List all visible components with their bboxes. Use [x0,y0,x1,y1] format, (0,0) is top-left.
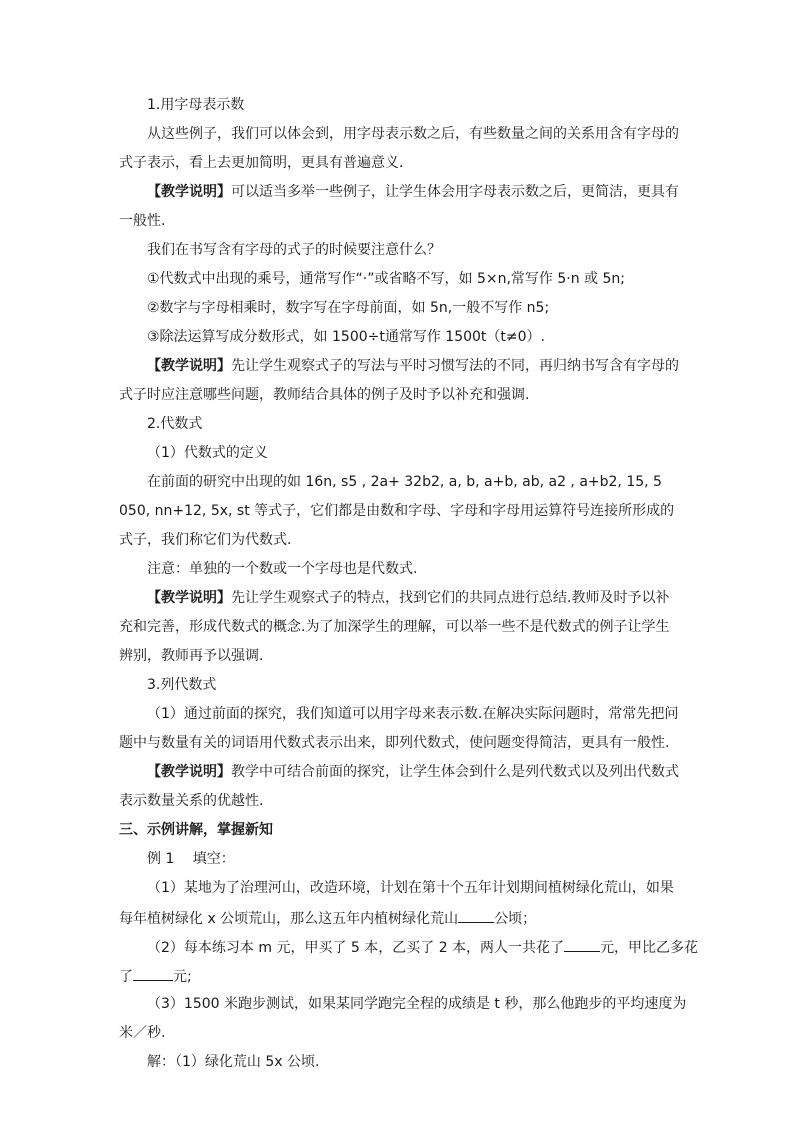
example-question-1: （1）某地为了治理河山，改造环境，计划在第十个五年计划期间植树绿化荒山，如果 [147,880,674,896]
rule-item-1: ①代数式中出现的乘号，通常写作“·”或省略不写，如 5×n,常写作 5·n 或 5n; [147,271,625,287]
paragraph-line: 我们在书写含有字母的式子的时候要注意什么？ [147,242,441,258]
teaching-note-label: 【教学说明】 [147,590,231,606]
teaching-note-line: 【教学说明】先让学生观察式子的特点，找到它们的共同点进行总结.教师及时予以补 [147,590,670,606]
section-heading: 三、示例讲解，掌握新知 [119,822,273,838]
paragraph-line: 从这些例子，我们可以体会到，用字母表示数之后，有些数量之间的关系用含有字母的 [147,126,679,142]
heading-algebraic-expression: 2.代数式 [147,416,203,432]
teaching-note-line: 【教学说明】先让学生观察式子的写法与平时习惯写法的不同，再归纳书写含有字母的 [147,358,679,374]
paragraph-line: 050, nn+12, 5x, st 等式子，它们都是由数和字母、字母和字母用运算符号连接所形成的 [119,503,675,519]
solution-line: 解：（1）绿化荒山 5x 公顷. [147,1054,320,1070]
paragraph-line: 式子，我们称它们为代数式. [119,532,292,548]
paragraph-line: 一般性. [119,213,166,229]
heading-letters-represent-numbers: 1.用字母表示数 [147,97,245,113]
paragraph-line: 表示数量关系的优越性. [119,793,264,809]
paragraph-line: 式子时应注意哪些问题，教师结合具体的例子及时予以补充和强调. [119,387,530,403]
rule-item-2: ②数字与字母相乘时，数字写在字母前面，如 5n,一般不写作 n5; [147,300,550,316]
paragraph-line: 辨别，教师再予以强调. [119,648,264,664]
rule-item-3: ③除法运算写成分数形式，如 1500÷t通常写作 1500t（t≠0）. [147,329,545,345]
paragraph-line: （1）通过前面的探究，我们知道可以用字母来表示数.在解决实际问题时，常常先把问 [147,706,679,722]
paragraph-line: 充和完善，形成代数式的概念.为了加深学生的理解，可以举一些不是代数式的例子让学生 [119,619,670,635]
teaching-note-label: 【教学说明】 [147,358,231,374]
paragraph-line: 在前面的研究中出现的如 16n, s5 , 2a+ 32b2, a, b, a+b, ab, a2 , a+b2, 15, 5 [147,474,662,490]
example-question-3: （3）1500 米跑步测试，如果某同学跑完全程的成绩是 t 秒，那么他跑步的平均速度为 [147,996,687,1012]
example-question-2-cont: 了 元; [119,966,192,986]
teaching-note-label: 【教学说明】 [147,764,231,780]
paragraph-line: 题中与数量有关的词语用代数式表示出来，即列代数式，使问题变得简洁，更具有一般性. [119,735,670,751]
teaching-note-label: 【教学说明】 [147,184,231,200]
answer-blank [564,937,600,952]
paragraph-line: 式子表示，看上去更加简明，更具有普遍意义． [119,155,413,171]
example-question-1-cont: 每年植树绿化 x 公顷荒山，那么这五年内植树绿化荒山 公顷； [119,908,536,928]
example-question-2: （2）每本练习本 m 元，甲买了 5 本，乙买了 2 本，两人一共花了 元，甲比乙多花 [147,937,698,957]
teaching-note-line: 【教学说明】可以适当多举一些例子，让学生体会用字母表示数之后，更简洁，更具有 [147,184,679,200]
teaching-note-line: 【教学说明】教学中可结合前面的探究，让学生体会到什么是列代数式以及列出代数式 [147,764,679,780]
example-question-3-cont: 米／秒. [119,1025,166,1041]
note-line: 注意：单独的一个数或一个字母也是代数式. [147,561,418,577]
example-label: 例 1 填空： [147,851,235,867]
answer-blank [458,908,494,923]
subheading-definition: （1）代数式的定义 [147,445,268,461]
answer-blank [133,966,173,981]
heading-list-expressions: 3.列代数式 [147,677,217,693]
